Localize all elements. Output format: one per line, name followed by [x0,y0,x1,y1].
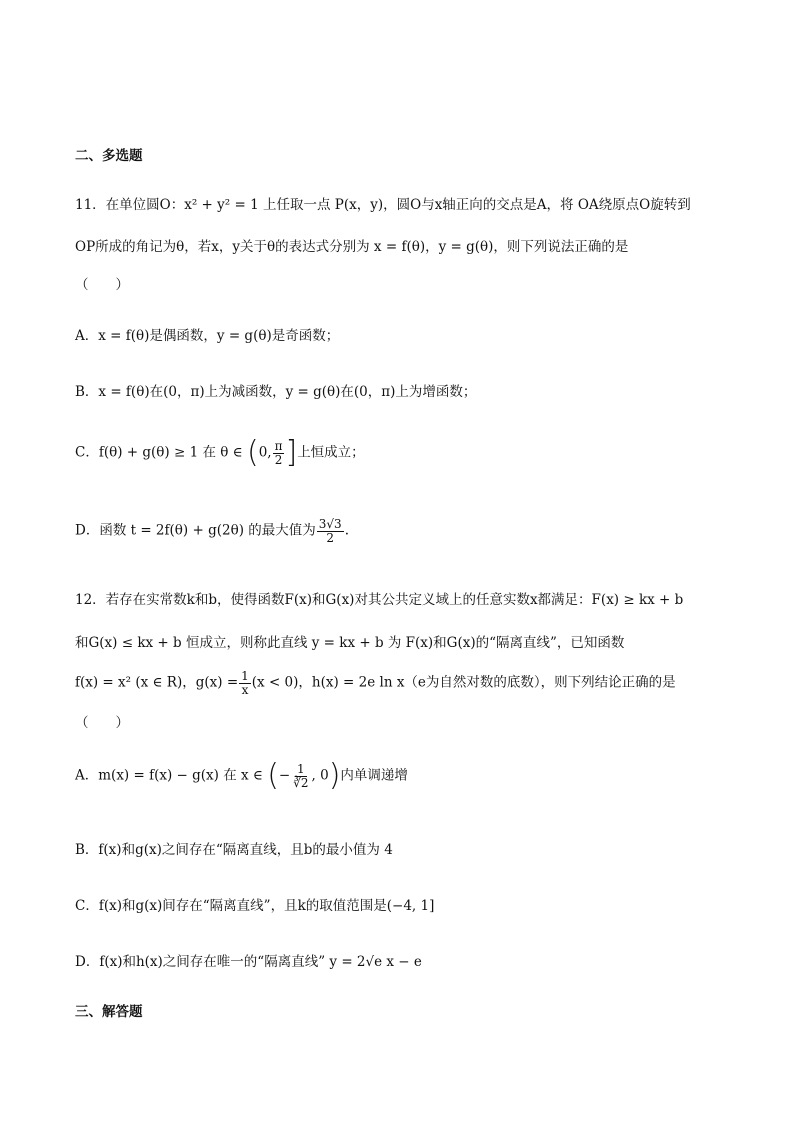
q12-option-a-numerator: 1 [297,762,305,776]
q11-stem-line1: 11．在单位圆O：x² + y² = 1 上任取一点 P(x，y)，圆O与x轴正向的交点是A，将 OA绕原点O旋转到 [75,197,691,213]
q11-option-c-fraction [273,440,285,466]
q12-option-b: B．f(x)和g(x)之间存在“隔离直线，且b的最小值为 4 [75,842,393,858]
q11-stem-line2: OP所成的角记为θ，若x，y关于θ的表达式分别为 x = f(θ)，y = g(θ)，则下列说法正确的是 [75,239,629,255]
q12-option-d: D．f(x)和h(x)之间存在唯一的“隔离直线” y = 2√e x − e [75,954,422,970]
q11-option-c-numerator: π [274,439,283,453]
q12-answer-blank: （ ） [75,715,129,731]
q12-stem-line3 [75,670,676,696]
q12-stem-line3-fraction [239,670,251,696]
q12-option-a-fraction [291,763,310,789]
q12-stem-line1: 12．若存在实常数k和b，使得函数F(x)和G(x)对其公共定义域上的任意实数x都满足：F(x) ≥ kx + b [75,592,684,608]
q11-option-c-zero: 0, [258,444,272,461]
q11-option-d-numerator: 3√3 [318,517,342,531]
q11-option-d-suffix: . [344,522,349,539]
q11-option-d [75,518,349,544]
answer-heading: 三、解答题 [75,1004,143,1020]
q12-option-a-suffix: 内单调递增 [340,767,408,784]
q11-option-d-prefix: D．函数 t = 2f(θ) + g(2θ) 的最大值为 [75,522,316,539]
q12-stem-line2: 和G(x) ≤ kx + b 恒成立，则称此直线 y = kx + b 为 F(x)和G(x)的“隔离直线”，已知函数 [75,635,625,651]
q12-option-a-right-bracket: ) [328,758,341,794]
q11-option-c-left-bracket: ( [246,435,259,471]
q11-answer-blank: （ ） [75,277,129,293]
q11-option-c-prefix: C．f(θ) + g(θ) ≥ 1 在 θ ∈ [75,444,247,461]
q11-option-b: B．x = f(θ)在(0，π)上为减函数，y = g(θ)在(0，π)上为增函数； [75,384,477,400]
q12-stem-line3-prefix: f(x) = x² (x ∈ R)，g(x) = [75,674,239,691]
q12-option-a [75,758,408,794]
q12-stem-line3-denominator: x [241,682,249,697]
q12-stem-line3-suffix: (x < 0)，h(x) = 2e ln x（e为自然对数的底数），则下列结论正确的是 [251,674,676,691]
q12-option-a-left-bracket: ( [267,758,279,794]
q12-option-a-denominator: ∛2 [293,775,309,790]
q12-option-a-minus: − [278,767,291,784]
q11-option-c-denominator: 2 [274,452,283,467]
q12-option-a-zero: , 0 [311,767,329,784]
q11-option-c-suffix: 上恒成立； [297,444,365,461]
q11-option-a: A．x = f(θ)是偶函数，y = g(θ)是奇函数； [75,328,340,344]
q11-option-d-fraction [317,518,344,544]
q12-option-a-prefix: A．m(x) = f(x) − g(x) 在 x ∈ [75,767,268,784]
q11-option-c-right-bracket: ] [285,435,298,471]
q12-stem-line3-numerator: 1 [241,669,249,683]
q11-option-d-denominator: 2 [326,530,335,545]
q12-option-c: C．f(x)和g(x)间存在“隔离直线”，且k的取值范围是(−4, 1] [75,898,435,914]
multi-choice-heading: 二、多选题 [75,148,143,164]
q11-option-c [75,435,365,471]
